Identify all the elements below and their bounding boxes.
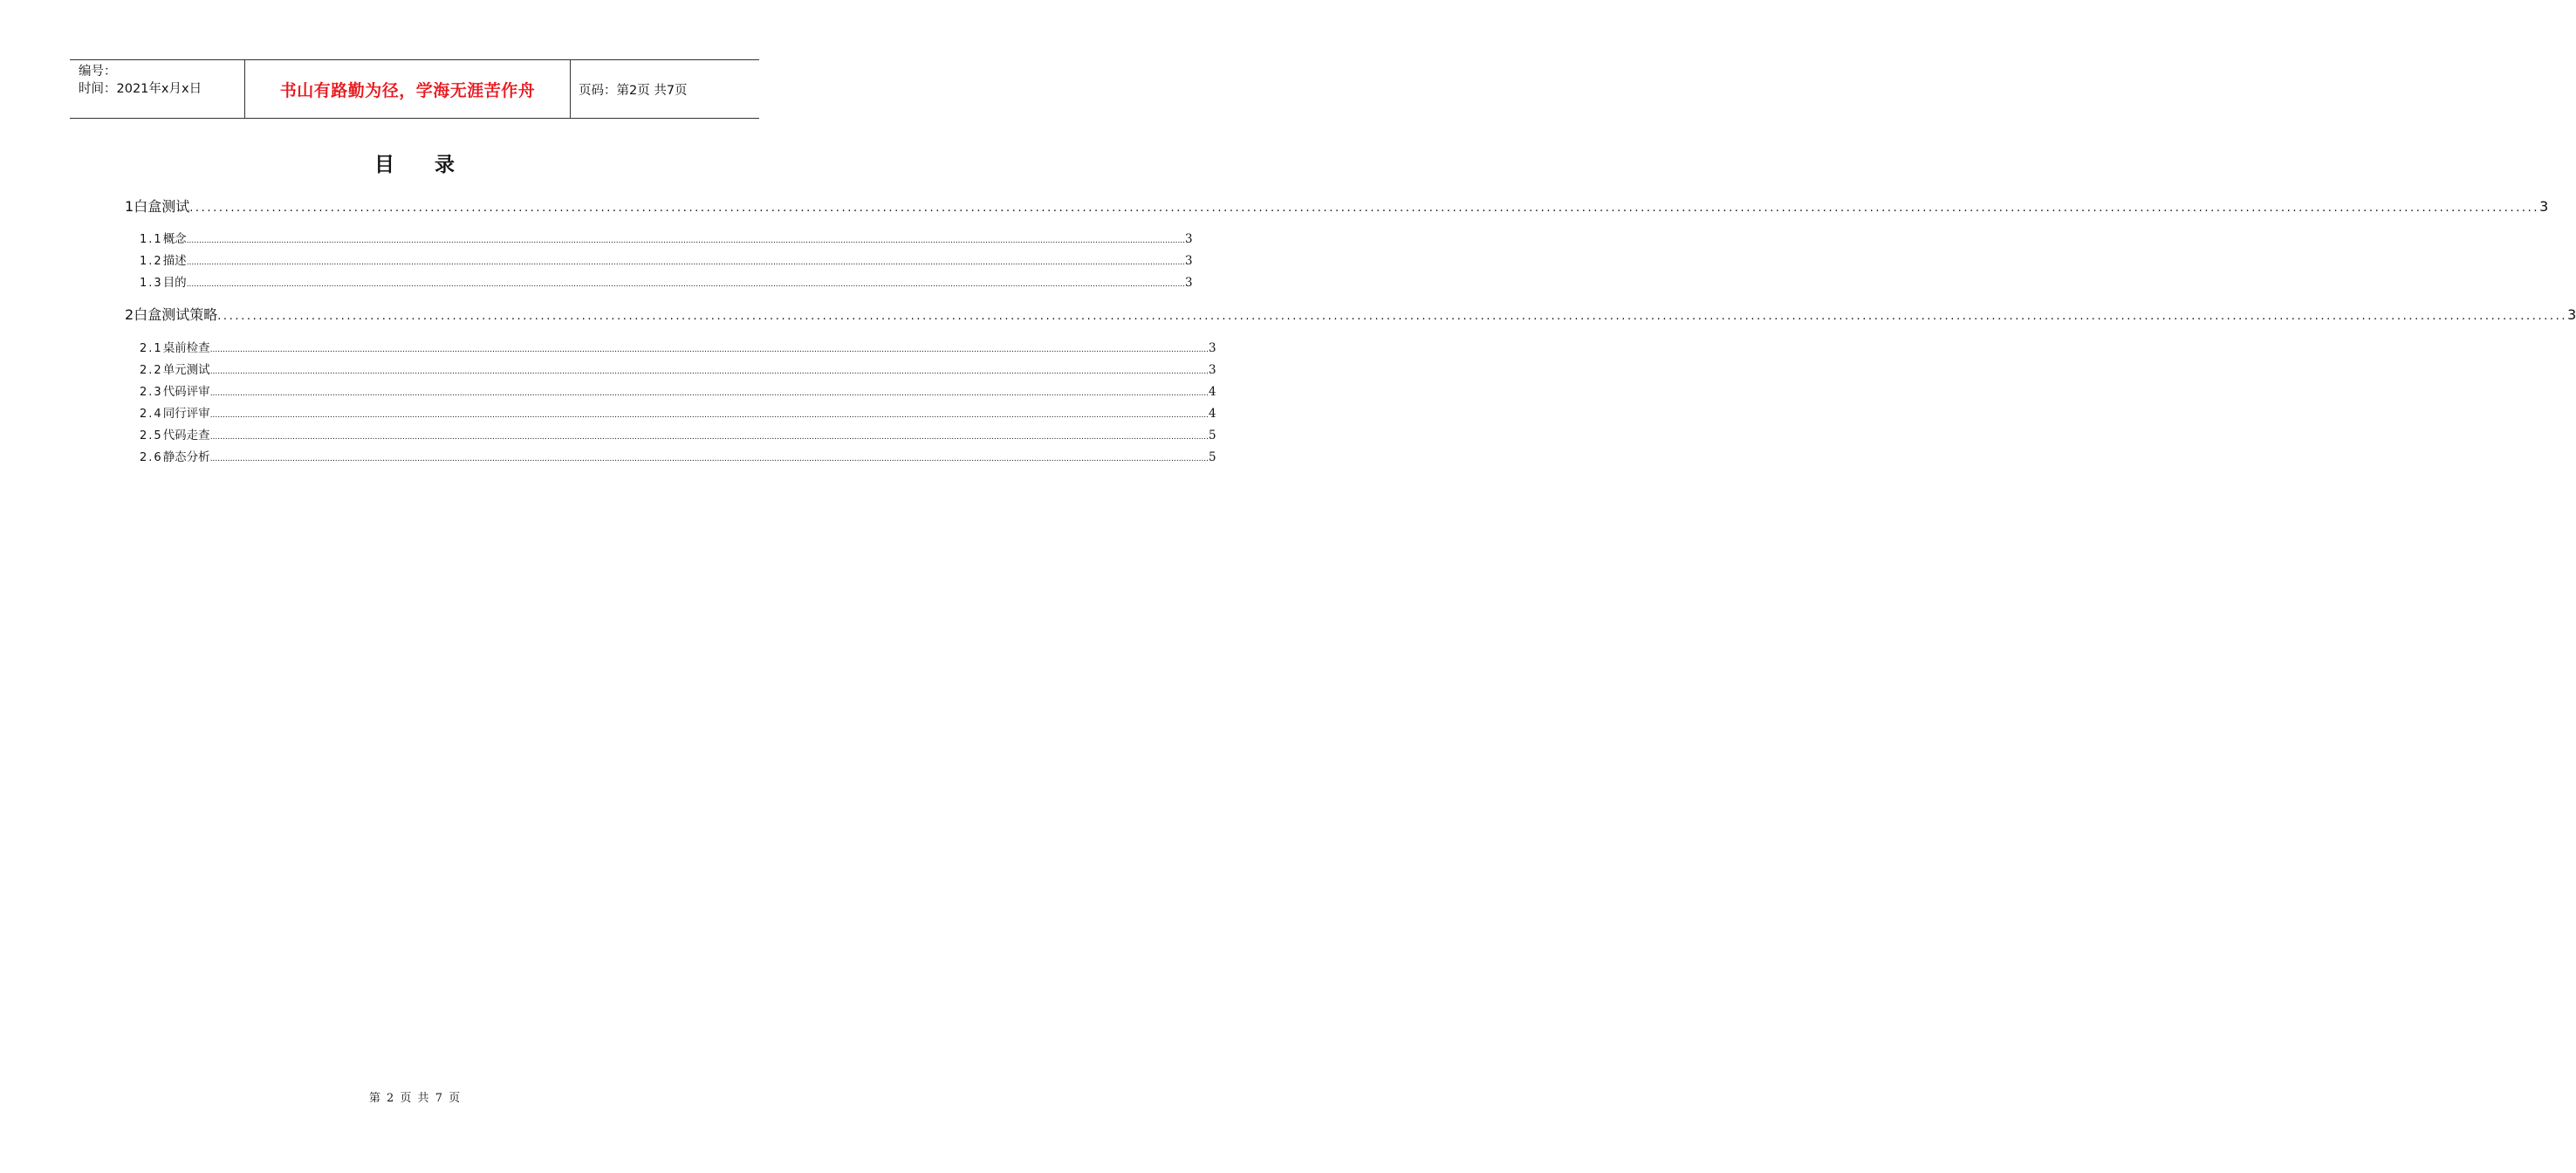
toc-dot-leader: ................................................................................................................................................................................................................................................................................................................................................................................................................ [186,280,1186,289]
toc-entry-number: 2.1 [140,342,163,355]
document-date: 时间：2021年x月x日 [79,82,202,96]
toc-entry[interactable] [140,229,1193,246]
toc-entry-label: 代码评审 [162,385,210,399]
toc-title: 目录 [374,154,495,176]
toc-dot-leader: ................................................................................................................................................................................................................................................................................................................................................................................................................ [186,258,1186,267]
toc-entry[interactable] [125,304,2576,324]
toc-dot-leader: ................................................................................................................................................................................................................................................................................................................................................................................................................ [189,202,2540,215]
toc-dot-leader: ................................................................................................................................................................................................................................................................................................................................................................................................................ [209,389,1209,398]
toc-entry-label: 桌前检查 [162,341,210,355]
toc-entry-number: 2.6 [140,451,163,464]
toc-dot-leader: ................................................................................................................................................................................................................................................................................................................................................................................................................ [209,411,1209,420]
toc-entry-label: 静态分析 [162,450,210,464]
toc-entry[interactable] [140,272,1193,290]
toc-dot-leader: ................................................................................................................................................................................................................................................................................................................................................................................................................ [209,455,1209,463]
toc-entry[interactable] [140,250,1193,268]
toc-entry-number: 2.3 [140,386,163,399]
toc-entry-number: 1 [125,198,134,215]
document-code-label: 编号： [79,65,117,79]
toc-entry-page-number: 3 [1209,363,1216,377]
page-footer: 第 2 页 共 7 页 [368,1092,461,1105]
toc-entry-number: 2.5 [140,429,163,442]
toc-entry[interactable] [125,196,2549,216]
toc-entry-page-number: 4 [1209,407,1216,421]
toc-entry-page-number: 5 [1209,429,1216,442]
toc-entry-page-number: 3 [2539,198,2549,215]
page-header [70,59,759,119]
toc-entry-number: 1.3 [140,277,163,290]
toc-entry-number: 1.2 [140,255,163,268]
toc-entry[interactable] [140,403,1216,421]
toc-entry[interactable] [140,447,1216,464]
toc-entry-page-number: 3 [1209,341,1216,355]
toc-dot-leader: ................................................................................................................................................................................................................................................................................................................................................................................................................ [217,310,2568,323]
header-page-info: 页码：第2页 共7页 [579,83,688,98]
toc-entry-number: 1.1 [140,233,163,246]
toc-entry[interactable] [140,381,1216,399]
toc-entry-label: 单元测试 [162,363,210,377]
toc-dot-leader: ................................................................................................................................................................................................................................................................................................................................................................................................................ [209,367,1209,376]
toc-entry-label: 白盒测试策略 [134,306,218,323]
toc-dot-leader: ................................................................................................................................................................................................................................................................................................................................................................................................................ [209,433,1209,442]
toc-entry[interactable] [140,338,1216,355]
toc-entry-label: 代码走查 [162,429,210,442]
toc-entry-number: 2.4 [140,408,163,421]
toc-entry-page-number: 4 [1209,385,1216,399]
toc-entry-label: 描述 [162,254,187,268]
header-meta [70,60,245,118]
toc-entry-page-number: 5 [1209,450,1216,464]
toc-entry-label: 同行评审 [162,407,210,421]
toc-dot-leader: ................................................................................................................................................................................................................................................................................................................................................................................................................ [209,346,1209,354]
toc-entry-page-number: 3 [1185,232,1193,246]
toc-entry[interactable] [140,425,1216,442]
toc-entry-page-number: 3 [1185,276,1193,290]
toc-entry-label: 目的 [162,276,187,290]
header-motto: 书山有路勤为径，学海无涯苦作舟 [245,60,571,118]
toc-entry[interactable] [140,360,1216,377]
toc-entry-number: 2 [125,306,134,323]
toc-entry-number: 2.2 [140,364,163,377]
toc-entry-label: 概念 [162,232,187,246]
toc-entry-page-number: 3 [2567,306,2576,323]
toc-dot-leader: ................................................................................................................................................................................................................................................................................................................................................................................................................ [186,237,1186,245]
toc-entry-label: 白盒测试 [134,198,190,215]
toc-entry-page-number: 3 [1185,254,1193,268]
